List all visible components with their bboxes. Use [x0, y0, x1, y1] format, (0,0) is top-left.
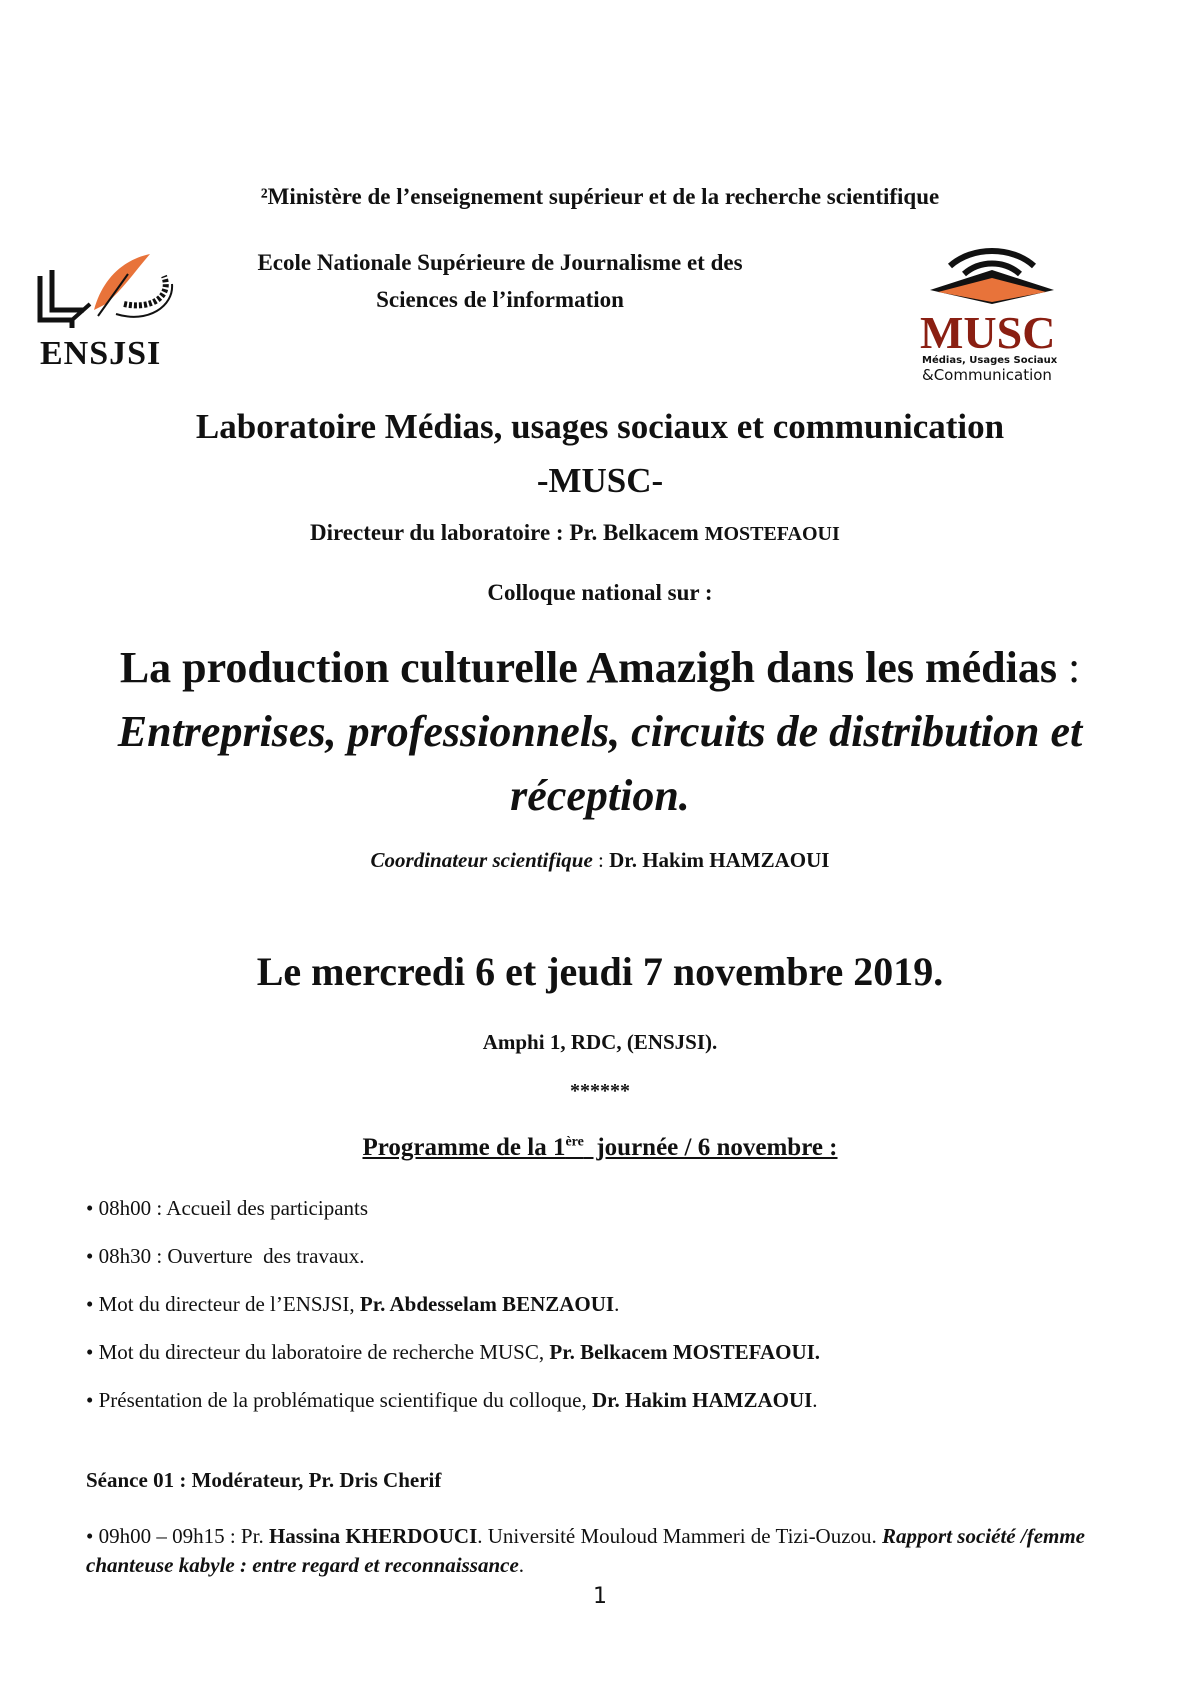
theme-separator: :	[1056, 643, 1081, 692]
coordinator	[0, 848, 1200, 873]
coordinator-label: Coordinateur scientifique	[370, 848, 593, 872]
school-name	[200, 244, 800, 318]
item-end: .	[614, 1292, 620, 1316]
program-title-sup: ère	[565, 1134, 584, 1150]
colloque-theme	[70, 636, 1130, 828]
item-text: • Mot du directeur de l’ENSJSI,	[86, 1292, 360, 1316]
musc-logo	[912, 240, 1072, 384]
program-title	[0, 1134, 1200, 1162]
director-surname: MOSTEFAOUI	[704, 523, 840, 545]
talk-title: Rapport société /femme chanteuse kabyle : entre regard et reconnaissance	[86, 1524, 1086, 1577]
item-text: • 08h00 : Accueil des participants	[86, 1196, 369, 1220]
musc-logo-title: MUSC	[920, 307, 1056, 358]
event-dates: Le mercredi 6 et jeudi 7 novembre 2019.	[256, 949, 944, 994]
list-item	[86, 1388, 1126, 1413]
musc-logo-subtitle1: Médias, Usages Sociaux	[922, 355, 1058, 366]
lab-director	[310, 520, 840, 546]
item-text: • Présentation de la problématique scientifique du colloque,	[86, 1388, 592, 1412]
lab-title	[0, 400, 1200, 508]
theme-italic: Entreprises, professionnels, circuits de distribution et réception.	[117, 707, 1083, 820]
talk-affiliation: . Université Mouloud Mammeri de Tizi-Ouzou.	[477, 1524, 883, 1548]
list-item	[86, 1244, 1126, 1269]
event-venue: Amphi 1, RDC, (ENSJSI).	[482, 1030, 718, 1054]
item-text: • Mot du directeur du laboratoire de recherche MUSC,	[86, 1340, 550, 1364]
talk-entry	[86, 1522, 1126, 1580]
program-title-a: Programme de la 1	[362, 1134, 566, 1161]
school-name-line1: Ecole Nationale Supérieure de Journalisme et des	[257, 250, 743, 275]
page-number: 1	[593, 1584, 607, 1609]
item-end: .	[812, 1388, 818, 1412]
talk-end: .	[518, 1553, 525, 1577]
item-text: • 08h30 : Ouverture des travaux.	[86, 1244, 365, 1268]
lab-title-line2: -MUSC-	[536, 461, 664, 500]
musc-logo-subtitle2: &Communication	[922, 366, 1052, 384]
item-bold: Dr. Hakim HAMZAOUI	[591, 1388, 813, 1412]
seance-heading: Séance 01 : Modérateur, Pr. Dris Cherif	[86, 1468, 442, 1492]
colloque-label: Colloque national sur :	[487, 580, 713, 605]
director-prefix: Directeur du laboratoire : Pr. Belkacem	[310, 520, 699, 545]
ensjsi-logo-text: ENSJSI	[40, 335, 162, 372]
school-name-line2: Sciences de l’information	[376, 287, 624, 312]
ensjsi-book-quill-icon	[32, 240, 182, 336]
lab-title-line1: Laboratoire Médias, usages sociaux et communication	[195, 407, 1005, 446]
separator-stars: ******	[570, 1080, 630, 1102]
theme-plain: La production culturelle Amazigh dans les médias	[119, 643, 1057, 692]
coordinator-sep: :	[592, 848, 610, 872]
list-item	[86, 1292, 1126, 1317]
ministry-title: ²Ministère de l’enseignement supérieur et de la recherche scientifique	[260, 184, 940, 209]
program-title-b: journée / 6 novembre :	[583, 1134, 838, 1161]
coordinator-name: Dr. Hakim HAMZAOUI	[609, 848, 830, 872]
talk-speaker: Hassina KHERDOUCI	[268, 1524, 478, 1548]
talk-prefix: • 09h00 – 09h15 : Pr.	[86, 1524, 269, 1548]
item-bold: Pr. Belkacem MOSTEFAOUI.	[549, 1340, 821, 1364]
ensjsi-logo	[32, 240, 182, 370]
item-bold: Pr. Abdesselam BENZAOUI	[359, 1292, 615, 1316]
list-item	[86, 1196, 1126, 1221]
musc-wifi-book-icon	[912, 240, 1072, 306]
list-item	[86, 1340, 1126, 1365]
